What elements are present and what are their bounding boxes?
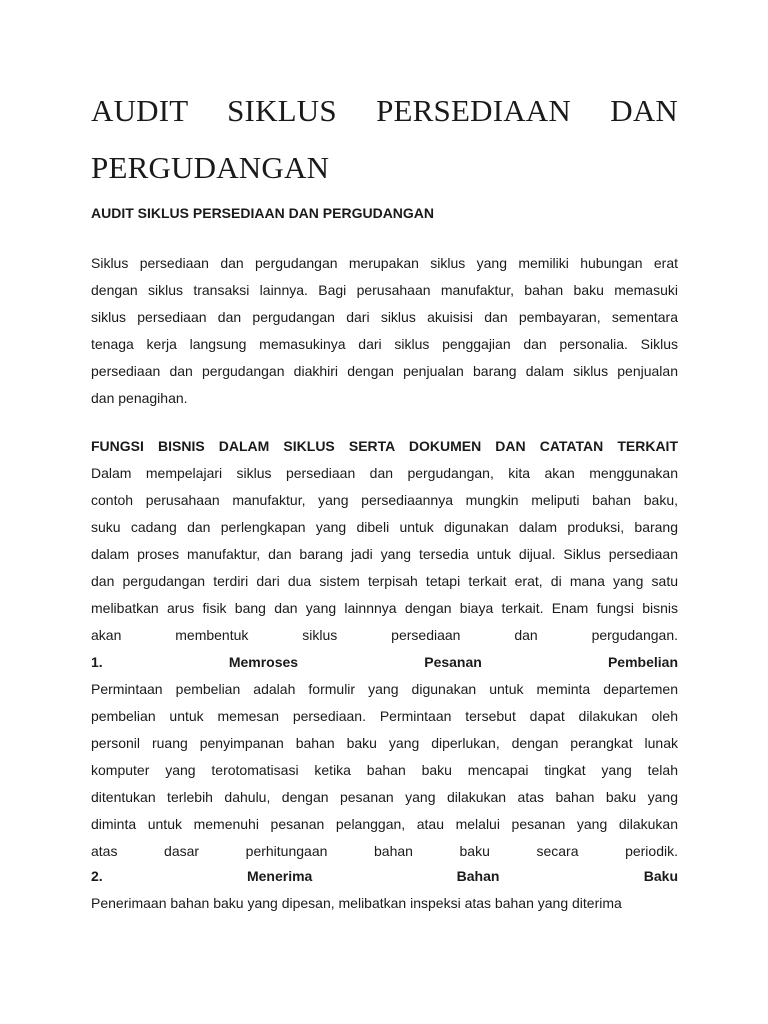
- item-1-line: ditentukan terlebih dahulu, dengan pesanan yang dilakukan atas bahan baku yang: [91, 789, 678, 805]
- section-heading: FUNGSI BISNIS DALAM SIKLUS SERTA DOKUMEN DAN CATATAN TERKAIT: [91, 438, 678, 454]
- intro-line: tenaga kerja langsung memasukinya dari siklus penggajian dan personalia. Siklus: [91, 336, 678, 352]
- intro-line: dan penagihan.: [91, 390, 188, 406]
- item-1-line: personil ruang penyimpanan bahan baku yang diperlukan, dengan perangkat lunak: [91, 735, 678, 751]
- intro-line: Siklus persediaan dan pergudangan merupakan siklus yang memiliki hubungan erat: [91, 255, 678, 271]
- intro-line: siklus persediaan dan pergudangan dari siklus akuisisi dan pembayaran, sementara: [91, 309, 678, 325]
- section-line: Dalam mempelajari siklus persediaan dan pergudangan, kita akan menggunakan: [91, 465, 678, 481]
- item-2-heading: 2. Menerima Bahan Baku: [91, 868, 678, 884]
- document-subtitle: AUDIT SIKLUS PERSEDIAAN DAN PERGUDANGAN: [91, 205, 435, 221]
- document-title: AUDIT SIKLUS PERSEDIAAN DAN PERGUDANGAN: [91, 93, 678, 185]
- item-2-line: Penerimaan bahan baku yang dipesan, melibatkan inspeksi atas bahan yang diterima: [91, 895, 622, 911]
- section-line: suku cadang dan perlengkapan yang dibeli untuk digunakan dalam produksi, barang: [91, 519, 678, 535]
- section-line: akan membentuk siklus persediaan dan pergudangan.: [91, 627, 678, 643]
- item-1-line: pembelian untuk memesan persediaan. Permintaan tersebut dapat dilakukan oleh: [91, 708, 678, 724]
- item-1-line: diminta untuk memenuhi pesanan pelanggan, atau melalui pesanan yang dilakukan: [91, 816, 678, 832]
- section-line: melibatkan arus fisik bang dan yang lainnnya dengan biaya terkait. Enam fungsi bisnis: [91, 600, 678, 616]
- section-line: dan pergudangan terdiri dari dua sistem terpisah tetapi terkait erat, di mana yang satu: [91, 573, 678, 589]
- intro-line: persediaan dan pergudangan diakhiri dengan penjualan barang dalam siklus penjualan: [91, 363, 678, 379]
- item-1-line: Permintaan pembelian adalah formulir yang digunakan untuk meminta departemen: [91, 681, 678, 697]
- item-1-heading: 1. Memroses Pesanan Pembelian: [91, 654, 678, 670]
- intro-line: dengan siklus transaksi lainnya. Bagi perusahaan manufaktur, bahan baku memasuki: [91, 282, 678, 298]
- section-line: dalam proses manufaktur, dan barang jadi yang tersedia untuk dijual. Siklus persediaan: [91, 546, 678, 562]
- item-1-line: atas dasar perhitungaan bahan baku secara periodik.: [91, 843, 678, 859]
- item-1-line: komputer yang terotomatisasi ketika bahan baku mencapai tingkat yang telah: [91, 762, 678, 778]
- section-line: contoh perusahaan manufaktur, yang persediaannya mungkin meliputi bahan baku,: [91, 492, 678, 508]
